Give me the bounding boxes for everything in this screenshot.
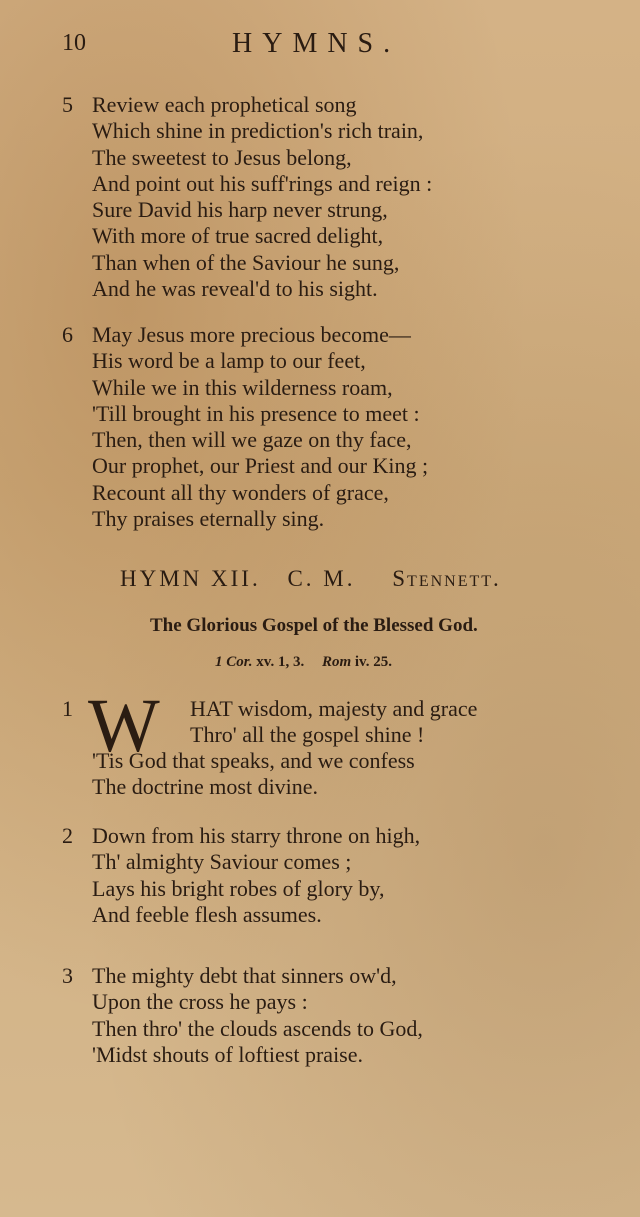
verse-line: And he was reveal'd to his sight. [92, 276, 378, 302]
scripture-reference [215, 654, 392, 671]
verse-line: Recount all thy wonders of grace, [92, 479, 389, 505]
verse-line: May Jesus more precious become— [92, 322, 411, 347]
page-number: 10 [62, 30, 86, 56]
verse-1-first-lines [190, 696, 477, 749]
verse-line: And point out his suff'rings and reign : [92, 170, 433, 196]
verse-line: Review each prophetical song [92, 92, 357, 117]
verse-line: Then thro' the clouds ascends to God, [92, 1015, 423, 1041]
verse-line: The mighty debt that sinners ow'd, [92, 963, 397, 988]
verse-line: Thro' all the gospel shine ! [190, 722, 425, 748]
verse-number: 2 [62, 823, 73, 848]
verse-number: 6 [62, 322, 73, 347]
verse-line: 'Till brought in his presence to meet : [92, 400, 420, 426]
hymn-number: HYMN XII. [120, 566, 261, 591]
verse-line: Our prophet, our Priest and our King ; [92, 453, 429, 479]
verse-line: Then, then will we gaze on thy face, [92, 427, 412, 453]
verse-line: While we in this wilderness roam, [92, 374, 393, 400]
verse-line: 'Tis God that speaks, and we confess [92, 748, 415, 773]
verse-1-rest-lines [92, 748, 415, 801]
verse-number: 1 [62, 696, 73, 721]
scripture-book: 1 Cor. [215, 654, 253, 670]
verse-line: Th' almighty Saviour comes ; [92, 849, 352, 875]
verse-line: Sure David his harp never strung, [92, 197, 388, 223]
scripture-chapter: xv. 1, 3. [256, 654, 305, 670]
verse-line: And feeble flesh assumes. [92, 901, 322, 927]
verse-line: Than when of the Saviour he sung, [92, 249, 400, 275]
verse-line: The doctrine most divine. [92, 774, 319, 800]
hymn-meter: C. M. [287, 566, 356, 591]
running-title: HYMNS. [232, 28, 401, 59]
verse-line: Down from his starry throne on high, [92, 823, 421, 848]
verse-3 [62, 963, 423, 1068]
verse-line: With more of true sacred delight, [92, 223, 384, 249]
verse-number: 3 [62, 963, 73, 988]
verse-line: Lays his bright robes of glory by, [92, 875, 385, 901]
scripture-book: Rom [321, 654, 352, 670]
scripture-chapter: iv. 25. [354, 654, 392, 670]
verse-line: Thy praises eternally sing. [92, 506, 325, 532]
verse-line: Which shine in prediction's rich train, [92, 118, 424, 144]
hymn-heading [120, 566, 501, 592]
hymn-subtitle: The Glorious Gospel of the Blessed God. [150, 615, 478, 636]
verse-number: 5 [62, 92, 73, 117]
drop-cap: W [88, 684, 160, 768]
verse-line: HAT wisdom, majesty and grace [190, 696, 478, 721]
verse-line: Upon the cross he pays : [92, 989, 308, 1015]
verse-line: 'Midst shouts of loftiest praise. [92, 1041, 364, 1067]
hymn-author: Stennett. [392, 566, 501, 591]
verse-line: His word be a lamp to our feet, [92, 348, 366, 374]
verse-5 [62, 92, 432, 302]
verse-line: The sweetest to Jesus belong, [92, 144, 352, 170]
verse-6 [62, 322, 428, 532]
verse-2 [62, 823, 420, 928]
